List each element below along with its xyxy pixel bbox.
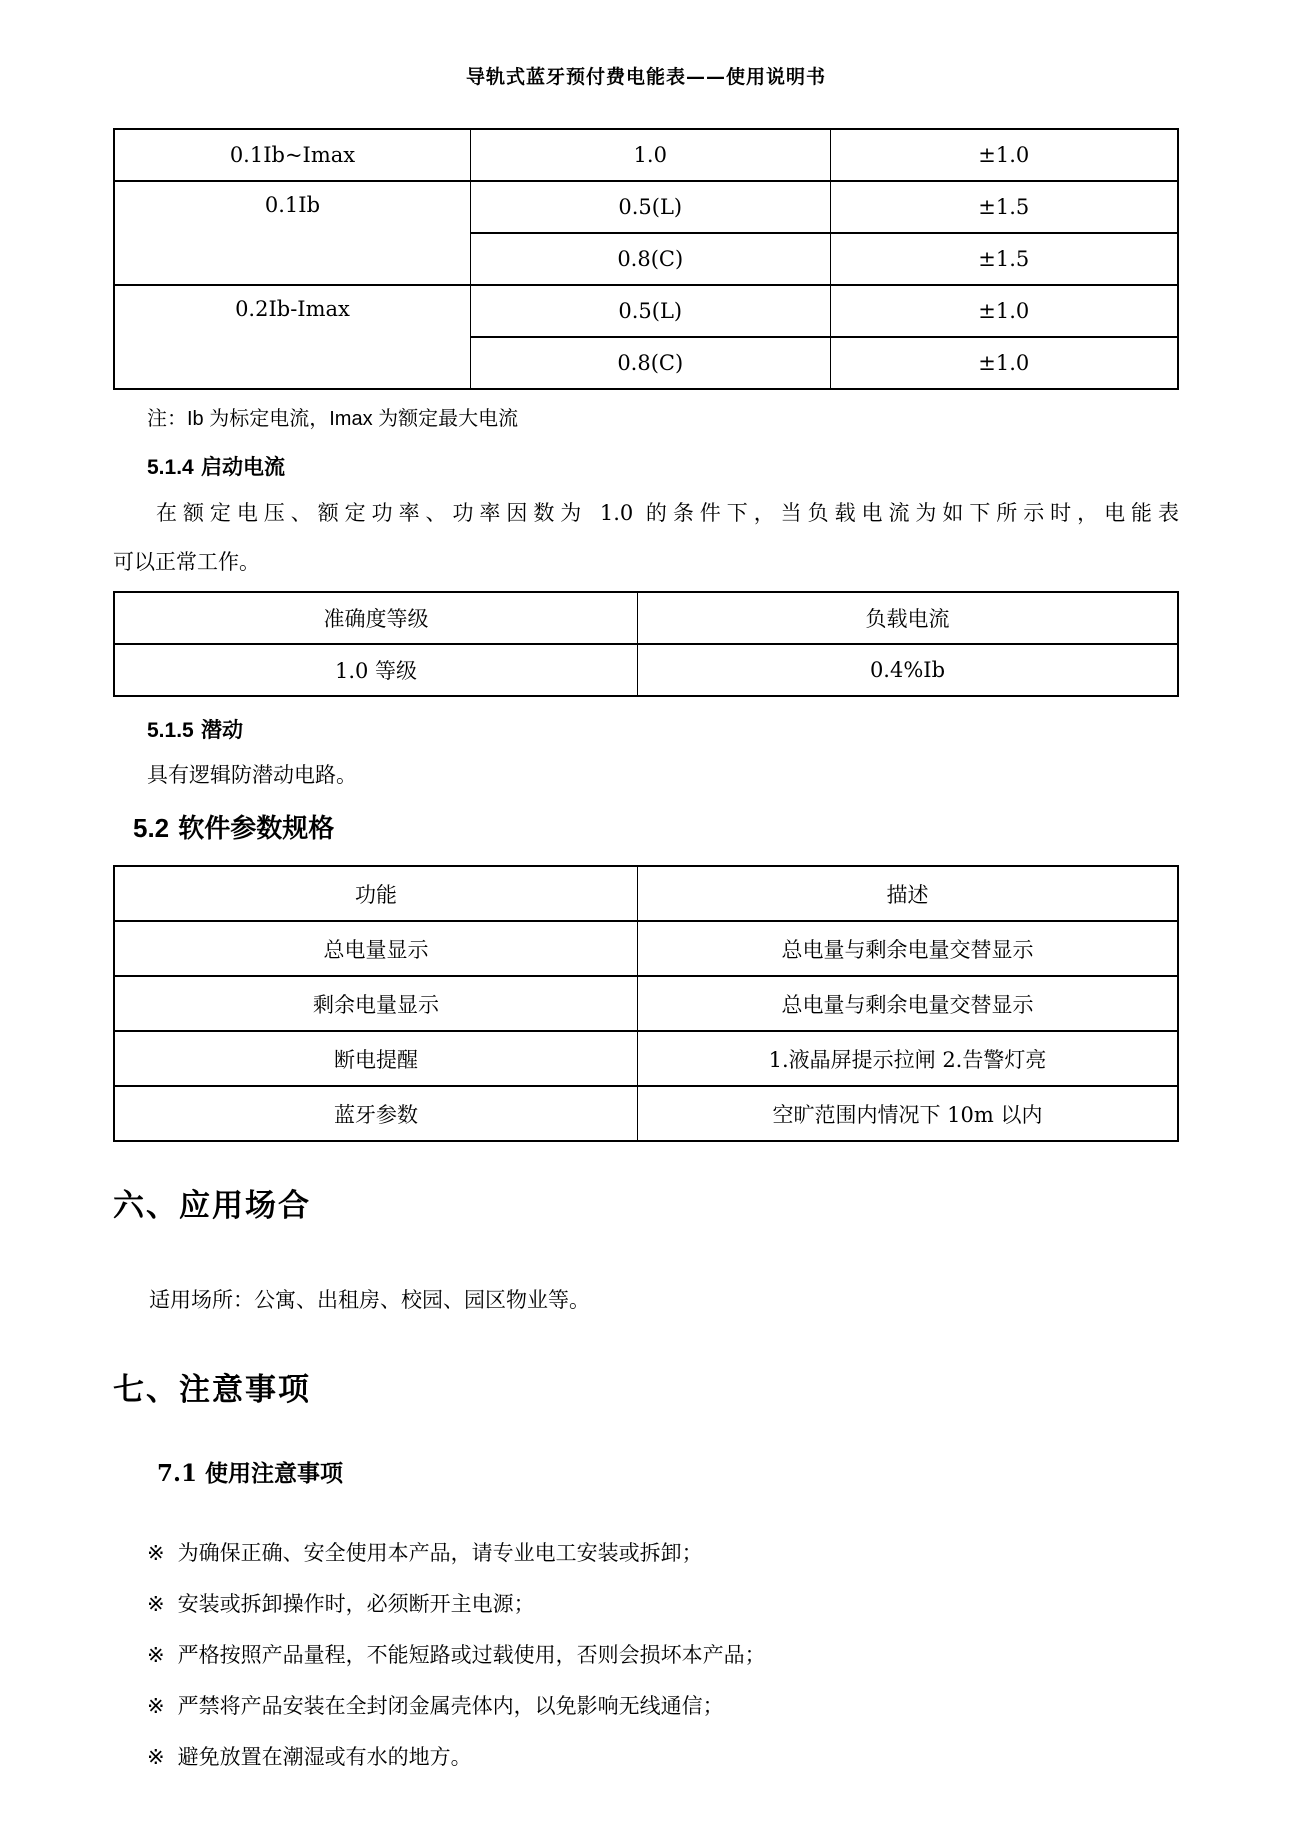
error-table-cell-error-limit: ±1.5	[830, 233, 1178, 285]
heading-number: 5.2	[133, 813, 170, 843]
table-note: 注：Ib 为标定电流，Imax 为额定最大电流	[147, 408, 519, 430]
heading-text: 软件参数规格	[178, 814, 335, 844]
software-table-cell-function: 总电量显示	[114, 921, 637, 976]
startup-table-row	[114, 644, 1178, 696]
section-5-1-4-heading	[147, 452, 1179, 483]
notice-item	[147, 1589, 1179, 1619]
section-6-heading: 六、应用场合	[113, 1188, 311, 1224]
software-params-table	[113, 865, 1179, 1142]
error-limit-table	[113, 128, 1179, 390]
software-table-cell-description: 空旷范围内情况下 10m 以内	[637, 1086, 1178, 1141]
startup-table-header-row	[114, 592, 1178, 644]
error-table-cell-power-factor: 0.8(C)	[470, 337, 830, 389]
reference-mark-icon: ※	[147, 1694, 165, 1718]
startup-table-header-load-current: 负载电流	[637, 592, 1178, 644]
section-5-1-5-heading	[147, 715, 1179, 746]
software-table-header-function: 功能	[114, 866, 637, 921]
reference-mark-icon: ※	[147, 1643, 165, 1667]
software-table-cell-description: 总电量与剩余电量交替显示	[637, 976, 1178, 1031]
software-table-cell-function: 断电提醒	[114, 1031, 637, 1086]
software-table-cell-description: 1.液晶屏提示拉闸 2.告警灯亮	[637, 1031, 1178, 1086]
heading-number: 5.1.4	[147, 456, 194, 479]
software-table-cell-function: 蓝牙参数	[114, 1086, 637, 1141]
software-table-row	[114, 976, 1178, 1031]
application-paragraph: 适用场所：公寓、出租房、校园、园区物业等。	[149, 1288, 590, 1312]
software-table-header-description: 描述	[637, 866, 1178, 921]
error-table-row	[114, 285, 1178, 337]
reference-mark-icon: ※	[147, 1745, 165, 1769]
section-7-heading: 七、注意事项	[113, 1372, 311, 1408]
error-table-cell-current-range: 0.2Ib-Imax	[114, 285, 470, 389]
software-table-cell-function: 剩余电量显示	[114, 976, 637, 1031]
software-table-row	[114, 1086, 1178, 1141]
heading-text: 潜动	[201, 717, 244, 742]
notice-item	[147, 1640, 1179, 1670]
anti-creep-paragraph: 具有逻辑防潜动电路。	[147, 763, 357, 787]
error-table-cell-power-factor: 0.5(L)	[470, 285, 830, 337]
error-table-cell-error-limit: ±1.0	[830, 337, 1178, 389]
error-table-row	[114, 129, 1178, 181]
reference-mark-icon: ※	[147, 1592, 165, 1616]
software-table-cell-description: 总电量与剩余电量交替显示	[637, 921, 1178, 976]
heading-number: 5.1.5	[147, 719, 194, 742]
heading-number: 7.1	[157, 1460, 198, 1487]
error-table-row	[114, 181, 1178, 233]
error-table-cell-current-range: 0.1Ib~Imax	[114, 129, 470, 181]
error-table-cell-power-factor: 0.5(L)	[470, 181, 830, 233]
heading-text: 启动电流	[201, 454, 286, 479]
error-table-cell-error-limit: ±1.0	[830, 285, 1178, 337]
notice-text: 严格按照产品量程，不能短路或过载使用，否则会损坏本产品；	[177, 1643, 766, 1667]
error-table-cell-power-factor: 0.8(C)	[470, 233, 830, 285]
notice-text: 为确保正确、安全使用本产品，请专业电工安装或拆卸；	[177, 1541, 703, 1565]
startup-table-header-accuracy: 准确度等级	[114, 592, 637, 644]
reference-mark-icon: ※	[147, 1541, 165, 1565]
startup-current-paragraph	[113, 489, 1179, 587]
software-table-header-row	[114, 866, 1178, 921]
notice-text: 避免放置在潮湿或有水的地方。	[177, 1745, 472, 1769]
error-table-cell-error-limit: ±1.5	[830, 181, 1178, 233]
startup-table-cell-accuracy: 1.0 等级	[114, 644, 637, 696]
error-table-cell-current-range: 0.1Ib	[114, 181, 470, 285]
startup-table-cell-load-current: 0.4%Ib	[637, 644, 1178, 696]
usage-notices-list	[147, 1538, 1179, 1772]
notice-text: 安装或拆卸操作时，必须断开主电源；	[177, 1592, 535, 1616]
notice-item	[147, 1538, 1179, 1568]
notice-item	[147, 1742, 1179, 1772]
error-table-cell-error-limit: ±1.0	[830, 129, 1178, 181]
startup-current-table	[113, 591, 1179, 697]
section-7-1-heading	[157, 1458, 1179, 1490]
notice-item	[147, 1691, 1179, 1721]
software-table-row	[114, 921, 1178, 976]
heading-text: 使用注意事项	[205, 1460, 344, 1487]
section-5-2-heading	[133, 810, 1179, 847]
error-table-cell-power-factor: 1.0	[470, 129, 830, 181]
page-header-title: 导轨式蓝牙预付费电能表——使用说明书	[465, 66, 826, 88]
paragraph-line: 在额定电压、额定功率、功率因数为 1.0 的条件下，当负载电流为如下所示时，电能表	[156, 501, 1179, 525]
notice-text: 严禁将产品安装在全封闭金属壳体内，以免影响无线通信；	[177, 1694, 724, 1718]
software-table-row	[114, 1031, 1178, 1086]
paragraph-line: 可以正常工作。	[113, 550, 260, 574]
